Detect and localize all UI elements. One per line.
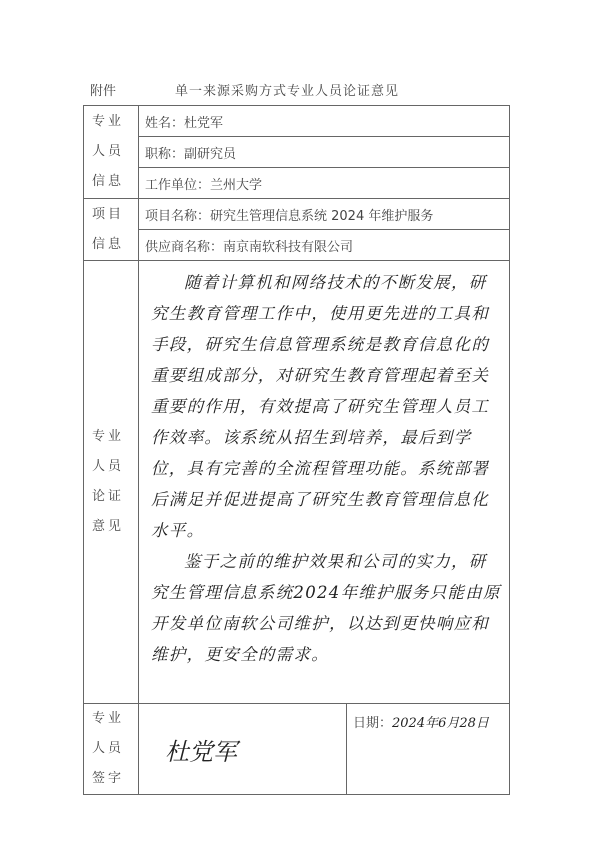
document-title: 单一来源采购方式专业人员论证意见 [175,84,400,99]
project-name: 项目名称：研究生管理信息系统 2024 年维护服务 [139,199,510,230]
date-value: 2024年6月28日 [392,716,489,731]
opinion-paragraph: 鉴于之前的维护效果和公司的实力，研究生管理信息系统2024年维护服务只能由原开发单位南软公司维护，以达到更快响应和维护，更安全的需求。 [151,552,501,664]
signature-label: 专业人员签字 [84,704,139,795]
date-label: 日期： [353,716,393,731]
opinion-content [139,261,510,704]
date-cell [347,704,510,795]
expert-employer: 工作单位：兰州大学 [139,168,510,199]
supplier-name: 供应商名称：南京南软科技有限公司 [139,230,510,261]
expert-name: 姓名：杜党军 [139,106,510,137]
expert-info-label: 专业人员信息 [84,106,139,199]
handwritten-signature: 杜党军 [165,737,237,766]
opinion-form-table [83,105,510,795]
attachment-label: 附件 [90,84,117,99]
project-info-label: 项目信息 [84,199,139,261]
signature-cell [139,704,347,795]
expert-job-title: 职称：副研究员 [139,137,510,168]
opinion-label: 专业人员论证意见 [84,261,139,704]
opinion-paragraph: 随着计算机和网络技术的不断发展，研究生教育管理工作中，使用更先进的工具和手段，研究生信息管理系统是教育信息化的重要组成部分，对研究生教育管理起着至关重要的作用，有效提高了研究生管理人员工作效率。该系统从招生到培养，最后到学位，具有完善的全流程管理功能。系统部署后满足并促进提高了研究生教育管理信息化水平。 [151,273,490,540]
